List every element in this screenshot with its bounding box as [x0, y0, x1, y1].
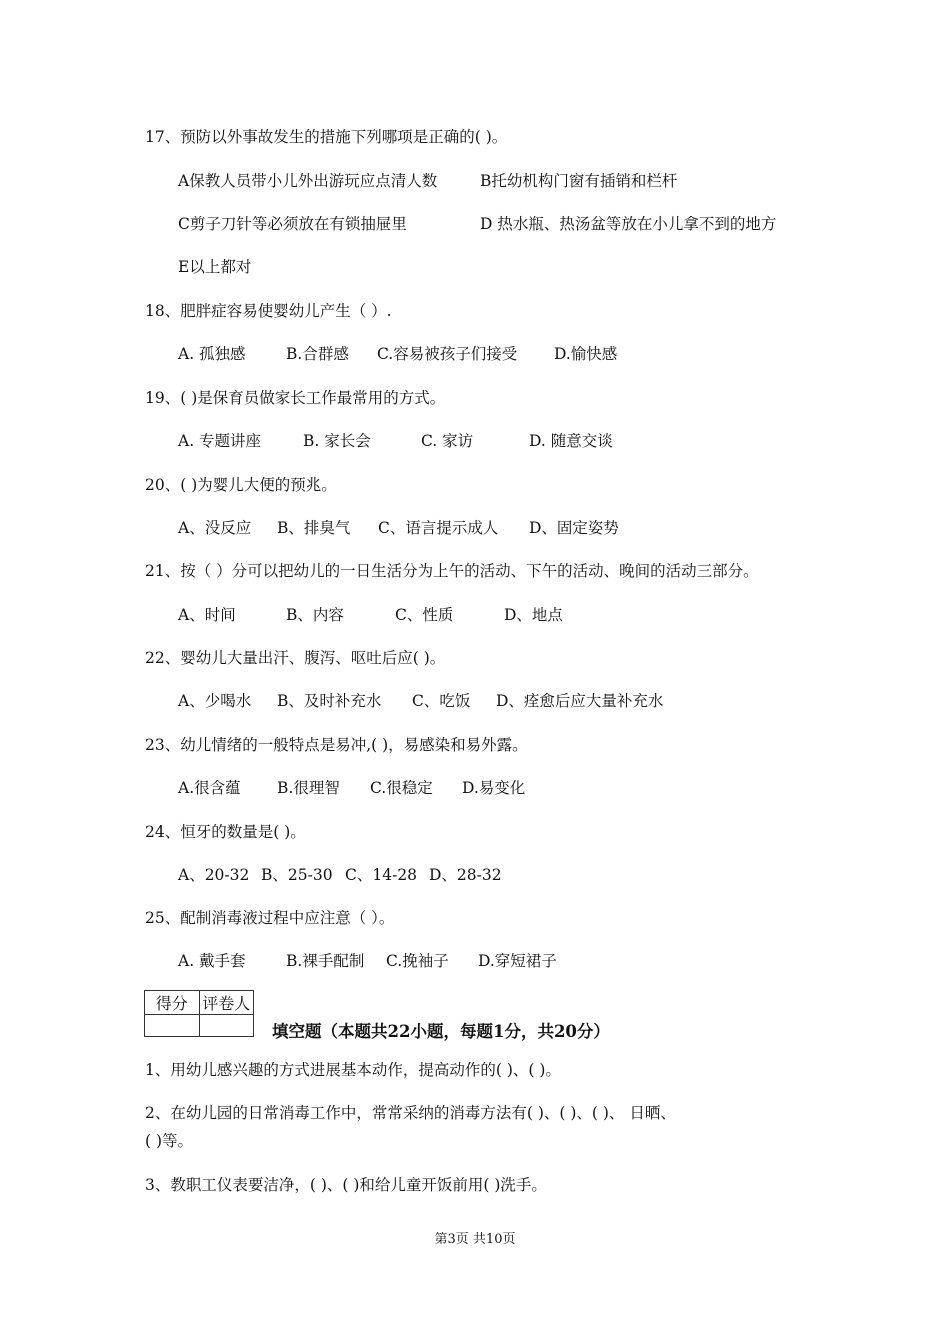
option: A保教人员带小儿外出游玩应点清人数: [178, 172, 438, 190]
question-stem: 23、幼儿情绪的一般特点是易冲,( )，易感染和易外露。: [145, 736, 528, 754]
fill-in-question: 3、教职工仪表要洁净，( )、( )和给儿童开饭前用( )洗手。: [145, 1176, 547, 1194]
option: A、没反应: [178, 519, 252, 537]
option: A. 孤独感: [178, 345, 246, 363]
option: C剪子刀针等必须放在有锁抽屉里: [178, 215, 407, 233]
option: C.挽袖子: [386, 952, 449, 970]
option: A、20-32: [178, 866, 250, 884]
option-row: [178, 257, 251, 277]
option-row: [178, 214, 777, 234]
option: D.易变化: [462, 779, 526, 797]
option: B、排臭气: [277, 519, 351, 537]
question-stem: 25、配制消毒液过程中应注意（ ）。: [145, 909, 395, 927]
score-box: [144, 990, 254, 1037]
option: D.穿短裙子: [478, 952, 557, 970]
option: A、少喝水: [178, 692, 252, 710]
option: B.合群感: [286, 345, 349, 363]
grader-cell: [199, 1015, 254, 1037]
option: B、及时补充水: [277, 692, 382, 710]
option-row: [178, 951, 557, 971]
option: D.愉快感: [554, 345, 618, 363]
option-row: [178, 171, 678, 191]
option: B. 家长会: [303, 432, 371, 450]
option-row: [178, 691, 664, 711]
option-row: [178, 431, 613, 451]
option: E以上都对: [178, 258, 252, 276]
option-row: [178, 518, 619, 538]
fill-in-question: 1、用幼儿感兴趣的方式进展基本动作，提高动作的( )、( )。: [145, 1061, 561, 1079]
option: D 热水瓶、热汤盆等放在小儿拿不到的地方: [480, 215, 777, 233]
option-row: [178, 865, 502, 885]
question-stem: 24、恒牙的数量是( )。: [145, 823, 306, 841]
question-stem: 20、( )为婴儿大便的预兆。: [145, 476, 337, 494]
option-row: [178, 344, 618, 364]
option: C、语言提示成人: [378, 519, 499, 537]
option: A. 专题讲座: [178, 432, 262, 450]
question-stem: 17、预防以外事故发生的措施下列哪项是正确的( )。: [145, 128, 508, 146]
question-stem: 22、婴幼儿大量出汗、腹泻、呕吐后应( )。: [145, 649, 446, 667]
option: B.裸手配制: [286, 952, 365, 970]
option: D、痊愈后应大量补充水: [496, 692, 664, 710]
question-stem: 21、按（ ）分可以把幼儿的一日生活分为上午的活动、下午的活动、晚间的活动三部分。: [145, 562, 759, 580]
option: D、固定姿势: [529, 519, 619, 537]
option: A. 戴手套: [178, 952, 246, 970]
option: B、内容: [286, 606, 344, 624]
option: C.很稳定: [370, 779, 433, 797]
option: D、地点: [504, 606, 563, 624]
option: D、28-32: [429, 866, 502, 884]
option: C、性质: [395, 606, 454, 624]
option: D. 随意交谈: [529, 432, 613, 450]
fill-in-question-continued: ( )等。: [145, 1132, 194, 1150]
option: C、吃饭: [412, 692, 471, 710]
score-label: 得分: [145, 991, 200, 1015]
option: A、时间: [178, 606, 236, 624]
grader-label: 评卷人: [199, 991, 254, 1015]
option: B、25-30: [261, 866, 333, 884]
option: C、14-28: [345, 866, 418, 884]
page-footer: 第3页 共10页: [434, 1232, 516, 1247]
option-row: [178, 778, 526, 798]
option: B.很理智: [277, 779, 340, 797]
question-stem: 18、肥胖症容易使婴幼儿产生（ ）.: [145, 302, 392, 320]
fill-in-question: 2、在幼儿园的日常消毒工作中，常常采纳的消毒方法有( )、( )、( )、 日晒、: [145, 1104, 676, 1122]
option-row: [178, 605, 563, 625]
section-title: 填空题（本题共22小题，每题1分，共20分）: [272, 1022, 610, 1041]
score-cell: [145, 1015, 200, 1037]
option: B托幼机构门窗有插销和栏杆: [480, 172, 678, 190]
option: C.容易被孩子们接受: [377, 345, 518, 363]
question-stem: 19、( )是保育员做家长工作最常用的方式。: [145, 389, 446, 407]
option: A.很含蕴: [178, 779, 241, 797]
option: C. 家访: [421, 432, 474, 450]
